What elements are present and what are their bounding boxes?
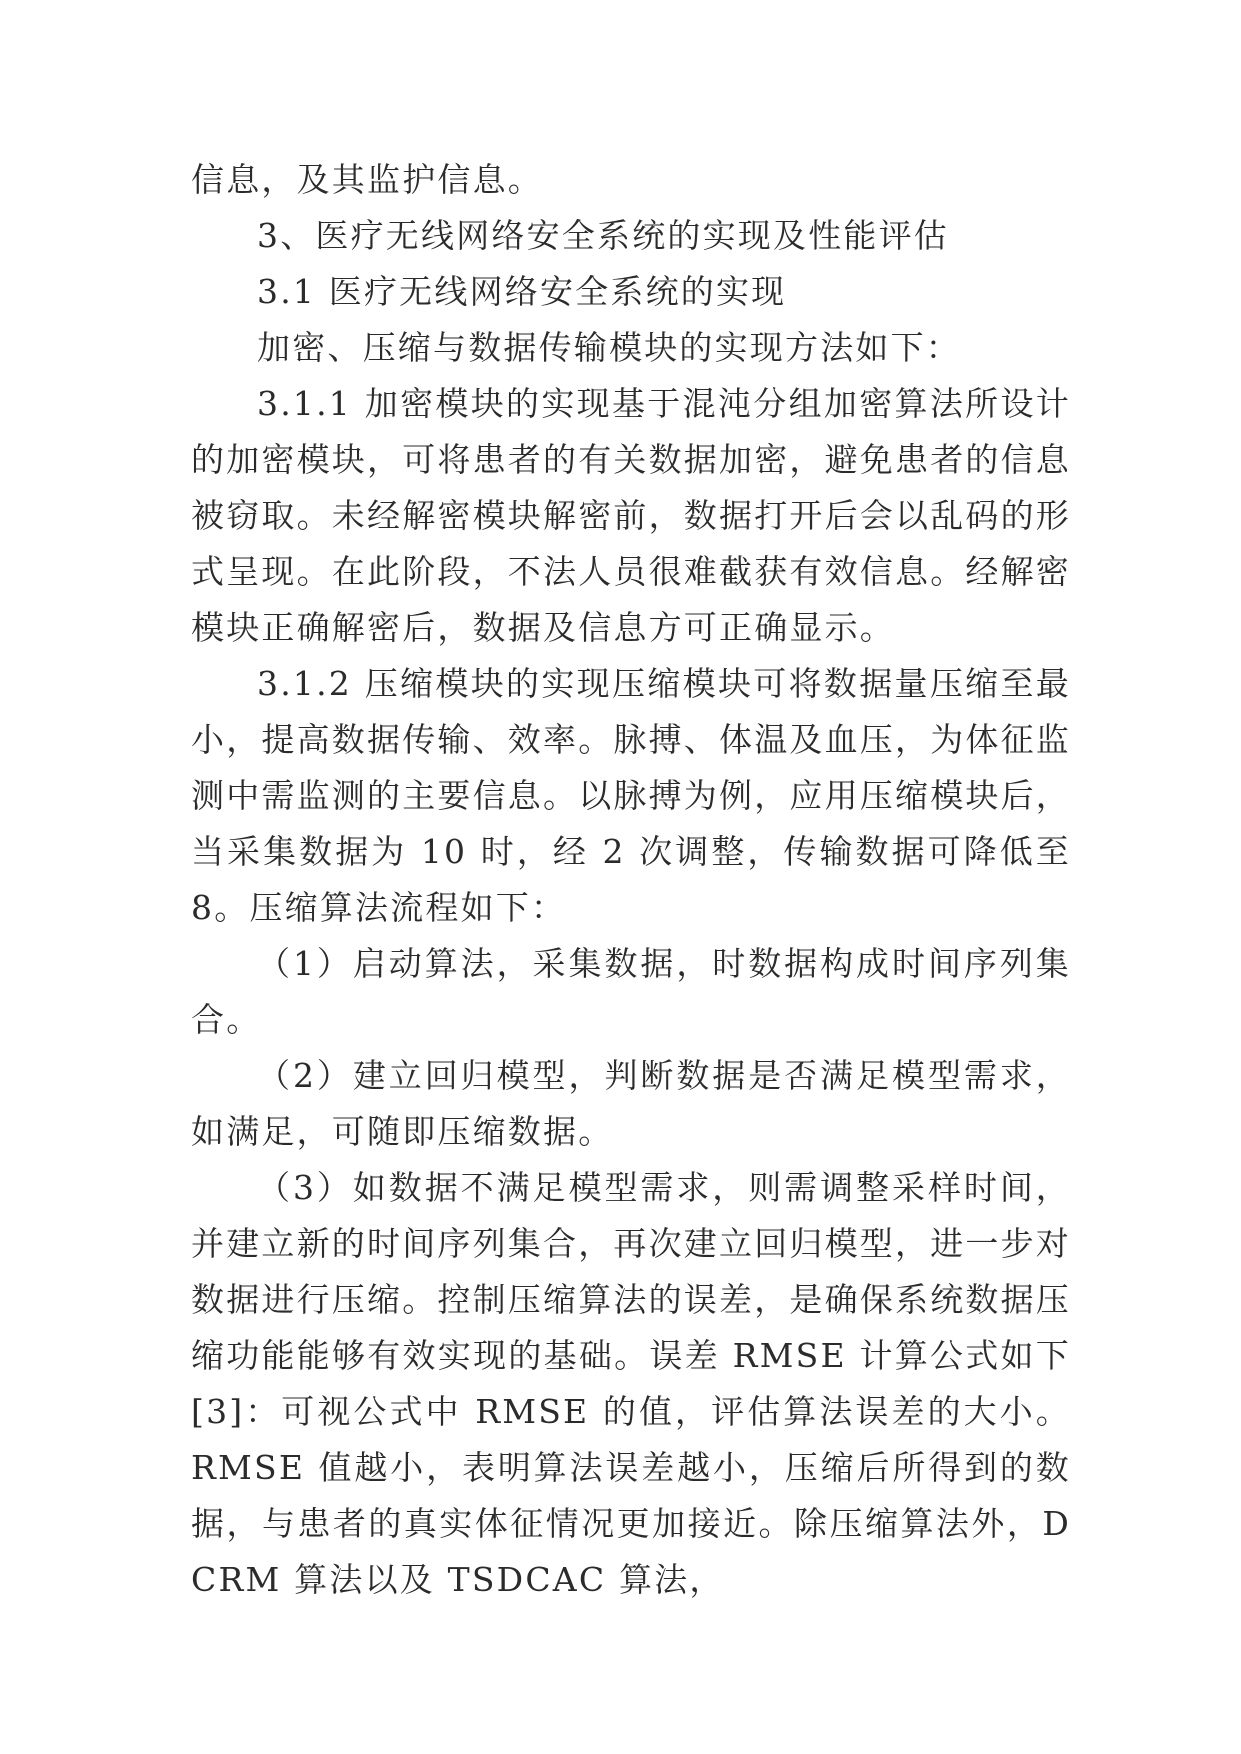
paragraph-continuation: 信息，及其监护信息。 <box>191 160 543 199</box>
document-body <box>191 152 1071 1608</box>
section-heading-3-1: 3.1 医疗无线网络安全系统的实现 <box>257 272 787 311</box>
list-item-step-2: （2）建立回归模型，判断数据是否满足模型需求，如满足，可随即压缩数据。 <box>191 1056 1071 1151</box>
list-item-step-1: （1）启动算法，采集数据，时数据构成时间序列集合。 <box>191 944 1071 1039</box>
paragraph-intro: 加密、压缩与数据传输模块的实现方法如下： <box>257 328 961 367</box>
paragraph-compression-module: 3.1.2 压缩模块的实现压缩模块可将数据量压缩至最小，提高数据传输、效率。脉搏、体温及血压，为体征监测中需监测的主要信息。以脉搏为例，应用压缩模块后，当采集数据为 10 时，经 2 次调整，传输数据可降低至 8。压缩算法流程如下： <box>191 664 1071 927</box>
paragraph-encryption-module: 3.1.1 加密模块的实现基于混沌分组加密算法所设计的加密模块，可将患者的有关数据加密，避免患者的信息被窃取。未经解密模块解密前，数据打开后会以乱码的形式呈现。在此阶段，不法人员很难截获有效信息。经解密模块正确解密后，数据及信息方可正确显示。 <box>191 384 1071 647</box>
section-heading-3: 3、医疗无线网络安全系统的实现及性能评估 <box>257 216 949 255</box>
list-item-step-3: （3）如数据不满足模型需求，则需调整采样时间，并建立新的时间序列集合，再次建立回归模型，进一步对数据进行压缩。控制压缩算法的误差，是确保系统数据压缩功能能够有效实现的基础。误差 RMSE 计算公式如下[3]：可视公式中 RMSE 的值，评估算法误差的大小。RMSE 值越小，表明算法误差越小，压缩后所得到的数据，与患者的真实体征情况更加接近。除压缩算法外，DCRM 算法以及 TSDCAC 算法， <box>191 1168 1071 1599</box>
